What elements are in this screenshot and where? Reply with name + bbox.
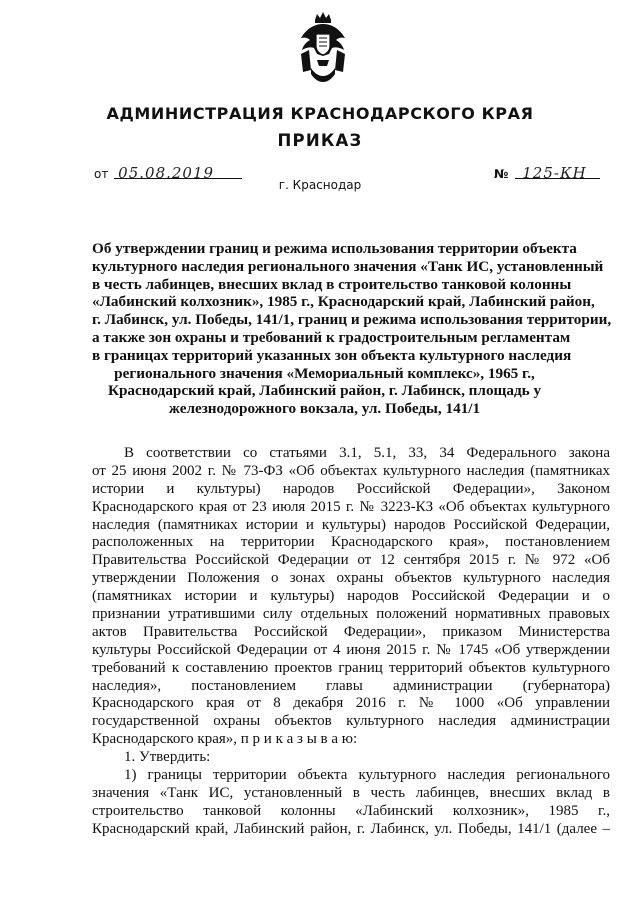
body-line: значения «Танк ИС, установленный в честь лабинцев, внесших вклад в [92,784,610,801]
number-prefix: № [494,167,509,181]
body-line: Краснодарского края от 23 июля 2015 г. № 3223-КЗ «Об объектах культурного [92,498,610,515]
body-line: истории и культуры) народов Российской Федерации», Законом [92,480,610,497]
title-line: культурного наследия регионального значения «Танк ИС, установленный [92,257,604,275]
date-value: 05.08.2019 [118,164,215,182]
title-line: г. Лабинск, ул. Победы, 141/1, границ и режима использования территории, [92,311,612,329]
body-line: наследия (памятниках истории и культуры) народов Российской Федерации, [92,516,610,533]
city-name: г. Краснодар [278,178,362,192]
body-line: государственной охраны объектов культурного наследия администрации [92,713,610,730]
body-line: строительство танковой колонны «Лабинский колхозник», 1985 г., [92,802,610,819]
document-title [92,240,612,418]
body-line: расположенных на территории Краснодарского края», постановлением [92,534,610,551]
date-prefix: от [94,167,109,181]
title-line: а также зон охраны и требований к градостроительным регламентам [92,328,571,346]
title-line: Об утверждении границ и режима использования территории объекта [92,240,577,257]
title-line: в честь лабинцев, внесших вклад в строительство танковой колонны [92,275,572,293]
body-line: от 25 июня 2002 г. № 73-ФЗ «Об объектах культурного наследия (памятниках [92,462,610,479]
body-line: Правительства Российской Федерации от 12 сентября 2015 г. № 972 «Об [92,552,610,569]
title-line: Краснодарский край, Лабинский район, г. Лабинск, площадь у [107,382,542,400]
title-line: регионального значения «Мемориальный комплекс», 1965 г., [114,364,535,382]
body-line: 1) границы территории объекта культурного наследия регионального [124,767,610,784]
body-line: культуры Российской Федерации от 4 июня 2015 г. № 1745 «Об утверждении [92,641,610,658]
document-type: ПРИКАЗ [277,131,363,150]
body-line: Краснодарский край, Лабинский район, г. Лабинск, ул. Победы, 141/1 (далее – [92,820,610,837]
body-line: наследия», постановлением главы администрации (губернатора) [92,677,610,694]
body-line: (памятниках истории и культуры) народов Российской Федерации и о [92,588,610,605]
coat-of-arms-emblem [297,10,349,86]
body-line: В соответствии со статьями 3.1, 5.1, 33, 34 Федерального закона [124,445,610,461]
body-line: Краснодарского края от 8 декабря 2016 г. № 1000 «Об управлении [92,695,610,712]
body-line: признании утратившими силу отдельных положений нормативных правовых [92,606,610,623]
title-line: железнодорожного вокзала, ул. Победы, 141/1 [168,400,481,418]
body-line: требований к составлению проектов границ территорий объектов культурного [92,659,610,676]
body-line: Краснодарского края», п р и к а з ы в а ю: [92,731,358,748]
organization-name: АДМИНИСТРАЦИЯ КРАСНОДАРСКОГО КРАЯ [106,104,534,123]
body-line: 1. Утвердить: [124,749,211,766]
body-line: утверждении Положения о зонах охраны объектов культурного наследия [92,570,610,587]
number-value: 125-КН [522,164,587,182]
title-line: в границах территорий указанных зон объекта культурного наследия [92,346,572,364]
document-body [92,445,610,839]
body-line: актов Правительства Российской Федерации», приказом Министерства [92,623,610,640]
title-line: «Лабинский колхозник», 1985 г., Краснодарский край, Лабинский район, [92,293,595,311]
